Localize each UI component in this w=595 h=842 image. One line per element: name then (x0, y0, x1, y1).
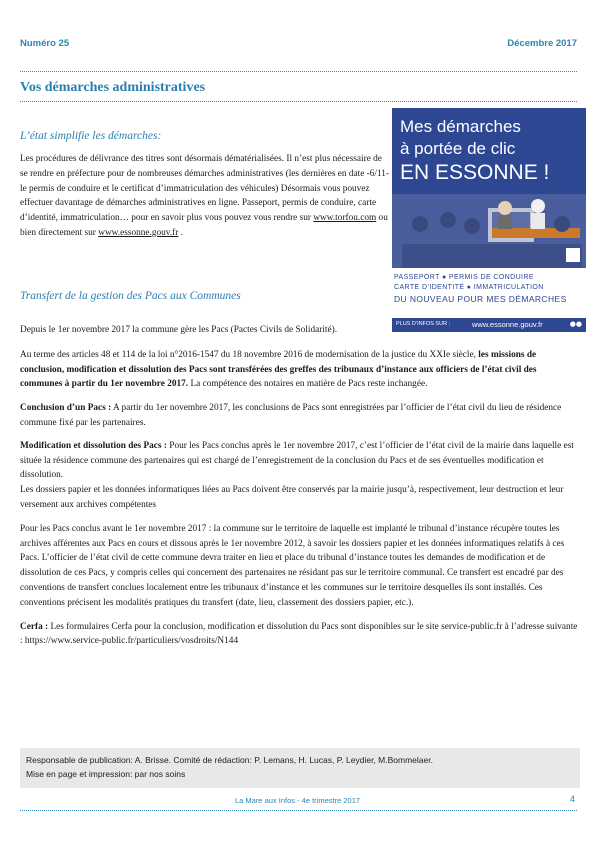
pacs-p2-bold: les missions de conclusion, modification et dissolution des Pacs sont transférées des greffes des tribunaux d’instance aux officiers de l’état civil des communes à partir du 1er novembre 2017. (20, 349, 537, 390)
essonne-poster (392, 108, 586, 338)
poster-banner (392, 108, 586, 268)
poster-tagline: DU NOUVEAU POUR MES DÉMARCHES (394, 294, 567, 304)
etat-paragraph (20, 152, 390, 241)
credits-box (20, 748, 580, 788)
credits-line2: Mise en page et impression: par nos soins (26, 769, 186, 779)
etat-heading: L’état simplifie les démarches: (20, 130, 162, 142)
poster-line1: Mes démarches (400, 117, 521, 136)
social-icons: ●● (569, 320, 582, 328)
section-title: Vos démarches administratives (20, 80, 206, 95)
pacs-p3-text: A partir du 1er novembre 2017, les conclusions de Pacs sont enregistrées par l’officier de l’état civil du lieu de résidence commune fixé par les partenaires. (20, 403, 562, 428)
poster-url-prefix: PLUS D’INFOS SUR : (396, 321, 451, 327)
top-divider (20, 71, 577, 72)
pacs-p3 (20, 401, 580, 431)
page-number: 4 (569, 794, 575, 804)
section-divider (20, 101, 577, 102)
pacs-p4 (20, 439, 580, 483)
torfou-link[interactable]: www.torfou.com (313, 213, 377, 224)
etat-text-c: . (178, 227, 184, 238)
issue-date: Décembre 2017 (507, 38, 577, 49)
etat-text-a: Les procédures de délivrance des titres sont désormais dématérialisées. Il n’est plus nécessaire de se rendre en préfecture pour de nombreuses démarches administratives (les dernières en date -6/11-le permis de conduire et le certificat d’immatriculation des véhicules) Désormais vous pouvez effectuer davantage de démarches administratives en ligne. Passeport, permis de conduire, carte d’identité, immatriculation… pour en savoir plus vous pouvez vous rendre sur (20, 154, 390, 224)
essonne-link[interactable]: www.essonne.gouv.fr (98, 227, 179, 238)
pacs-p3-bold: Conclusion d’un Pacs : (20, 403, 112, 414)
etat-text-b: ou bien directement sur (20, 213, 388, 238)
poster-illustration (392, 194, 586, 268)
poster-line3: EN ESSONNE ! (400, 161, 550, 184)
pacs-p1: Depuis le 1er novembre 2017 la commune gère les Pacs (Pactes Civils de Solidarité). (20, 325, 338, 335)
issue-number: Numéro 25 (20, 38, 70, 49)
pacs-body (20, 323, 580, 649)
pacs-p6: Pour les Pacs conclus avant le 1er novembre 2017 : la commune sur le territoire de laquelle est implanté le tribunal d’instance récupère toutes les archives afférentes aux Pacs en cours et dissous après le 1er novembre 2012, à savoir les dossiers papier et les données informatiques relatifs à ces Pacs. L’officier de l’état civil de cette commune devra traiter en lieu et place du tribunal d’instance toutes les demandes de modification et de dissolution de ces Pacs, y compris celles qui concernent des partenaires ne résidant pas sur le territoire communal. Ce transfert est encadré par des conventions de transfert conclues localement entre les tribunaux d’instance et les communes sur le territoire desquelles ils sont installés. Ces conventions précisent les modalités pratiques du transfert (date, lieu, classement des dossiers papier, etc.). (20, 523, 565, 608)
pacs-p7-bold: Cerfa : (20, 621, 49, 632)
pacs-p4-text: Pour les Pacs conclus après le 1er novembre 2017, c’est l’officier de l’état civil de la mairie dans laquelle est située la résidence commune des partenaires qui est chargé de l’enregistrement de la conclusion du Pacs et de ses éventuelles modification et dissolution. (20, 440, 574, 481)
credits-line1: Responsable de publication: A. Brisse. Comité de rédaction: P. Lemans, H. Lucas, P. Leydier, M.Bommelaer. (26, 755, 433, 765)
pacs-p2-b: La compétence des notaires en matière de Pacs reste inchangée. (188, 379, 428, 390)
poster-tags-1: PASSEPORT ● PERMIS DE CONDUIRE (394, 274, 534, 281)
poster-line2: à portée de clic (400, 139, 516, 158)
bottom-divider (20, 810, 577, 811)
pacs-p4-bold: Modification et dissolution des Pacs : (20, 440, 167, 451)
pacs-p5: Les dossiers papier et les données informatiques liées au Pacs doivent être conservés par la mairie jusqu’à, respectivement, leur destruction et leur versement aux archives compétentes (20, 485, 564, 510)
pacs-p2 (20, 348, 580, 392)
pacs-p2-a: Au terme des articles 48 et 114 de la loi n°2016-1547 du 18 novembre 2016 de modernisation de la justice du XXIe siècle, (20, 349, 476, 360)
pacs-heading: Transfert de la gestion des Pacs aux Communes (20, 290, 241, 302)
poster-tags-2: CARTE D’IDENTITÉ ● IMMATRICULATION (394, 284, 544, 291)
pacs-p7-text: Les formulaires Cerfa pour la conclusion, modification et dissolution du Pacs sont disponibles sur le site service-public.fr à l’adresse suivante : https://www.service-public.fr/particuliers/vosdroits/N144 (20, 621, 578, 647)
pacs-p7 (20, 620, 580, 650)
poster-url: www.essonne.gouv.fr (472, 320, 543, 329)
footer-title: La Mare aux Infos - 4e trimestre 2017 (234, 796, 361, 805)
